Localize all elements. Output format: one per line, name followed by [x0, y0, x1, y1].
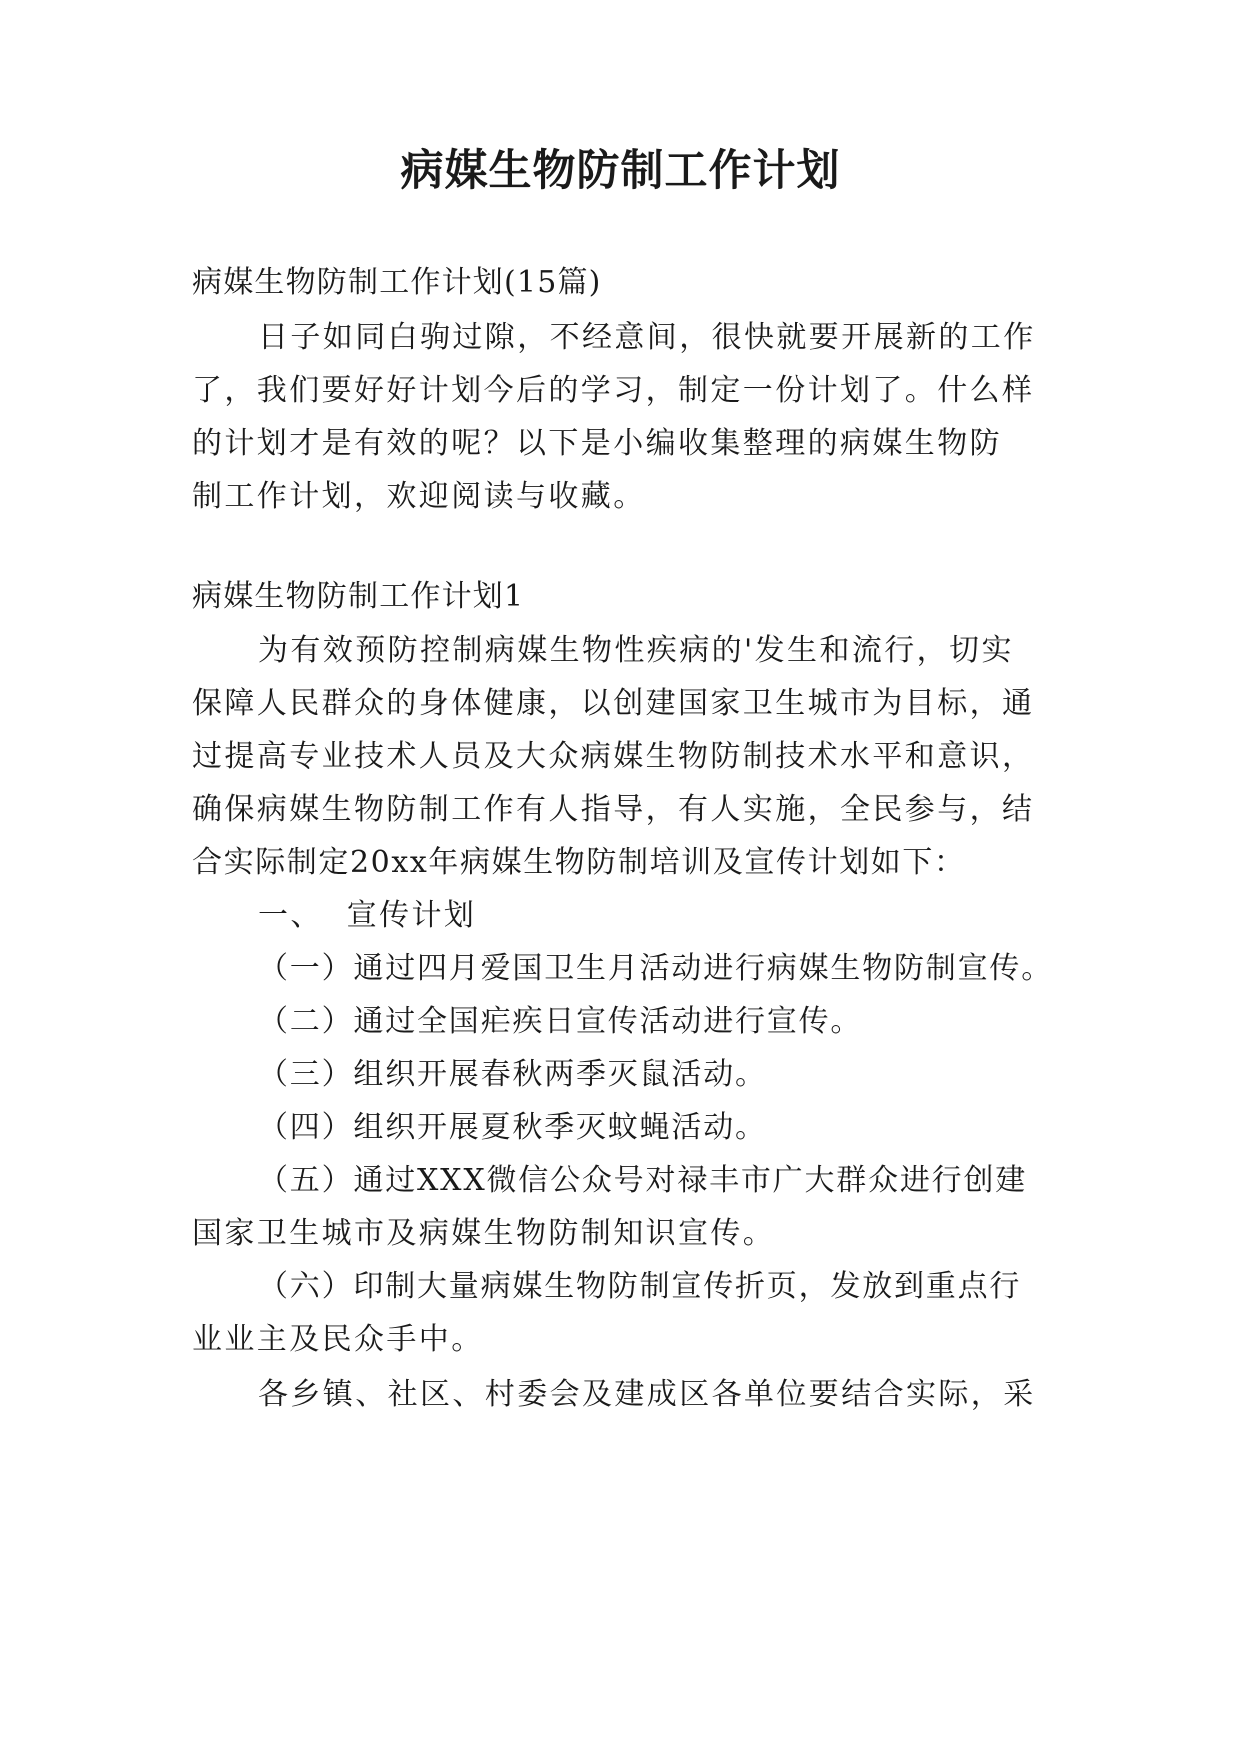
plan-heading: 一、 宣传计划	[258, 898, 477, 933]
document-subtitle: 病媒生物防制工作计划(15篇)	[192, 265, 602, 300]
plan-item-2: （二）通过全国疟疾日宣传活动进行宣传。	[258, 1004, 863, 1039]
plan-item-5: （五）通过XXX微信公众号对禄丰市广大群众进行创建	[258, 1163, 1028, 1198]
document-title: 病媒生物防制工作计划	[400, 146, 841, 196]
section-para-line-5: 合实际制定20xx年病媒生物防制培训及宣传计划如下：	[192, 845, 966, 880]
section-para-line-2: 保障人民群众的身体健康，以创建国家卫生城市为目标，通	[192, 686, 1035, 721]
closing-line: 各乡镇、社区、村委会及建成区各单位要结合实际，采	[258, 1377, 1036, 1412]
intro-line-2: 了，我们要好好计划今后的学习，制定一份计划了。什么样	[192, 373, 1035, 408]
plan-item-6-cont: 业业主及民众手中。	[192, 1322, 484, 1357]
plan-item-4: （四）组织开展夏秋季灭蚊蝇活动。	[258, 1110, 767, 1145]
intro-line-4: 制工作计划，欢迎阅读与收藏。	[192, 479, 646, 514]
intro-line-1: 日子如同白驹过隙，不经意间，很快就要开展新的工作	[258, 320, 1036, 355]
section-heading: 病媒生物防制工作计划1	[192, 579, 525, 614]
intro-line-3: 的计划才是有效的呢？以下是小编收集整理的病媒生物防	[192, 426, 1002, 461]
section-para-line-1: 为有效预防控制病媒生物性疾病的'发生和流行，切实	[258, 633, 1014, 668]
plan-item-5-cont: 国家卫生城市及病媒生物防制知识宣传。	[192, 1216, 776, 1251]
plan-item-3: （三）组织开展春秋两季灭鼠活动。	[258, 1057, 767, 1092]
plan-item-1: （一）通过四月爱国卫生月活动进行病媒生物防制宣传。	[258, 951, 1053, 986]
plan-item-6: （六）印制大量病媒生物防制宣传折页，发放到重点行	[258, 1269, 1022, 1304]
section-para-line-4: 确保病媒生物防制工作有人指导，有人实施，全民参与，结	[192, 792, 1035, 827]
section-para-line-3: 过提高专业技术人员及大众病媒生物防制技术水平和意识，	[192, 739, 1035, 774]
